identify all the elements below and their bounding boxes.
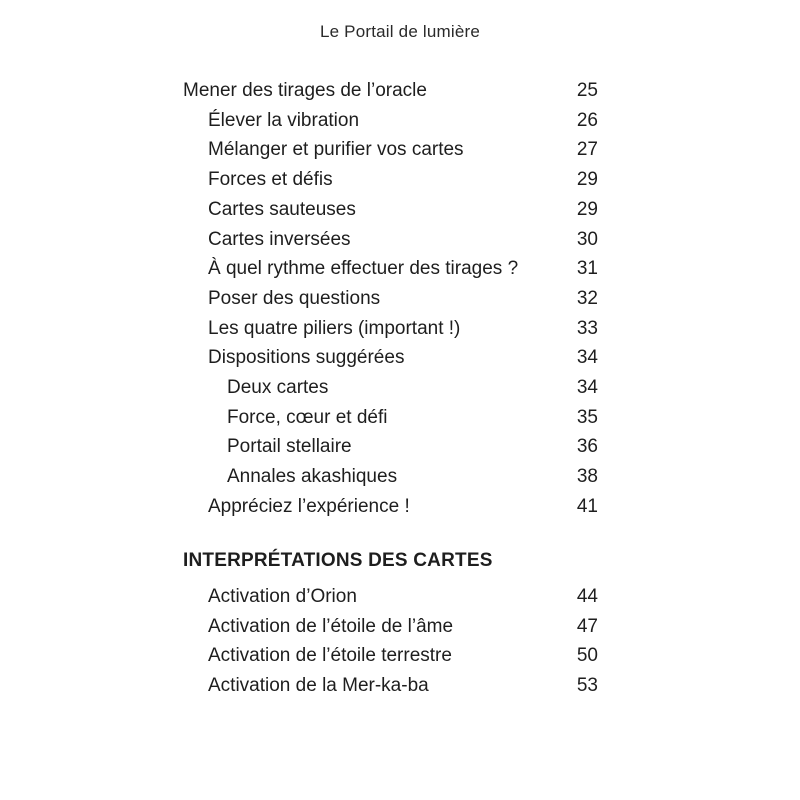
- toc-entry-title: Poser des questions: [208, 287, 381, 309]
- toc-entry-page-number: 44: [576, 586, 598, 607]
- toc-entry: [227, 375, 598, 401]
- toc-entry-page-number: 38: [576, 466, 598, 488]
- toc-entry-title: Forces et défis: [208, 169, 333, 191]
- toc-entry-page-number: 32: [576, 287, 598, 309]
- toc-entry-page-number: 29: [576, 198, 598, 220]
- toc-entry-page-number: 33: [576, 317, 598, 339]
- toc-entry-title: Appréciez l’expérience !: [208, 495, 410, 517]
- toc-entry-title: Mélanger et purifier vos cartes: [208, 139, 464, 161]
- toc-entry: [208, 494, 598, 520]
- toc-entry-page-number: 30: [576, 228, 598, 250]
- toc-entry: [208, 256, 598, 282]
- toc-entry: [208, 584, 598, 610]
- toc-entry-page-number: 34: [576, 377, 598, 398]
- toc-entry: [227, 405, 598, 431]
- toc-entry-title: Élever la vibration: [208, 109, 360, 131]
- toc-entry-page-number: 29: [576, 169, 598, 191]
- toc-entry: [208, 345, 598, 371]
- toc-entry-page-number: 31: [576, 258, 598, 280]
- toc-entry-title: Cartes sauteuses: [208, 198, 356, 220]
- toc-entry-page-number: 50: [576, 645, 598, 667]
- toc-entry-title: Activation de l’étoile de l’âme: [208, 615, 454, 637]
- toc-entry: [227, 464, 598, 490]
- toc-entry: [208, 614, 598, 640]
- toc-entry: [208, 286, 598, 312]
- toc-entry-title: Dispositions suggérées: [208, 347, 405, 369]
- toc-entry: [208, 137, 598, 163]
- toc-entry-title: Activation de la Mer-ka-ba: [208, 675, 429, 697]
- toc-entry: [208, 316, 598, 342]
- toc-entry: [208, 167, 598, 193]
- toc-entry-page-number: 35: [576, 406, 598, 428]
- toc-entry-title: À quel rythme effectuer des tirages ?: [208, 258, 519, 280]
- toc-entry-title: Les quatre piliers (important !): [208, 317, 461, 339]
- toc-entry-page-number: 53: [576, 675, 598, 697]
- toc-entry: [227, 434, 598, 460]
- section-heading: INTERPRÉTATIONS DES CARTES: [183, 550, 493, 571]
- toc-entry: [208, 197, 598, 223]
- toc-entry-title: Activation de l’étoile terrestre: [208, 645, 452, 667]
- toc-entry-title: Annales akashiques: [227, 466, 398, 488]
- toc-entry-title: Activation d’Orion: [208, 586, 357, 607]
- toc-entry-page-number: 47: [576, 615, 598, 637]
- toc-entry-title: Deux cartes: [227, 377, 329, 398]
- toc-entry-title: Portail stellaire: [227, 436, 352, 458]
- toc-entry-page-number: 26: [576, 109, 598, 131]
- running-head: Le Portail de lumière: [319, 22, 481, 41]
- toc-entry: [208, 108, 598, 134]
- toc-entry-page-number: 34: [576, 347, 598, 369]
- toc-entry-title: Force, cœur et défi: [227, 406, 388, 428]
- toc-entry: [208, 643, 598, 669]
- toc-entry: [208, 673, 598, 699]
- toc-entry-page-number: 41: [576, 495, 598, 517]
- toc-entry-title: Cartes inversées: [208, 228, 351, 250]
- toc-entry-title: Mener des tirages de l’oracle: [183, 80, 427, 101]
- toc-entry: [183, 78, 598, 104]
- toc-entry-page-number: 25: [576, 80, 598, 101]
- toc-entry-page-number: 36: [576, 436, 598, 458]
- toc-entry-page-number: 27: [576, 139, 598, 161]
- toc-entry: [208, 227, 598, 253]
